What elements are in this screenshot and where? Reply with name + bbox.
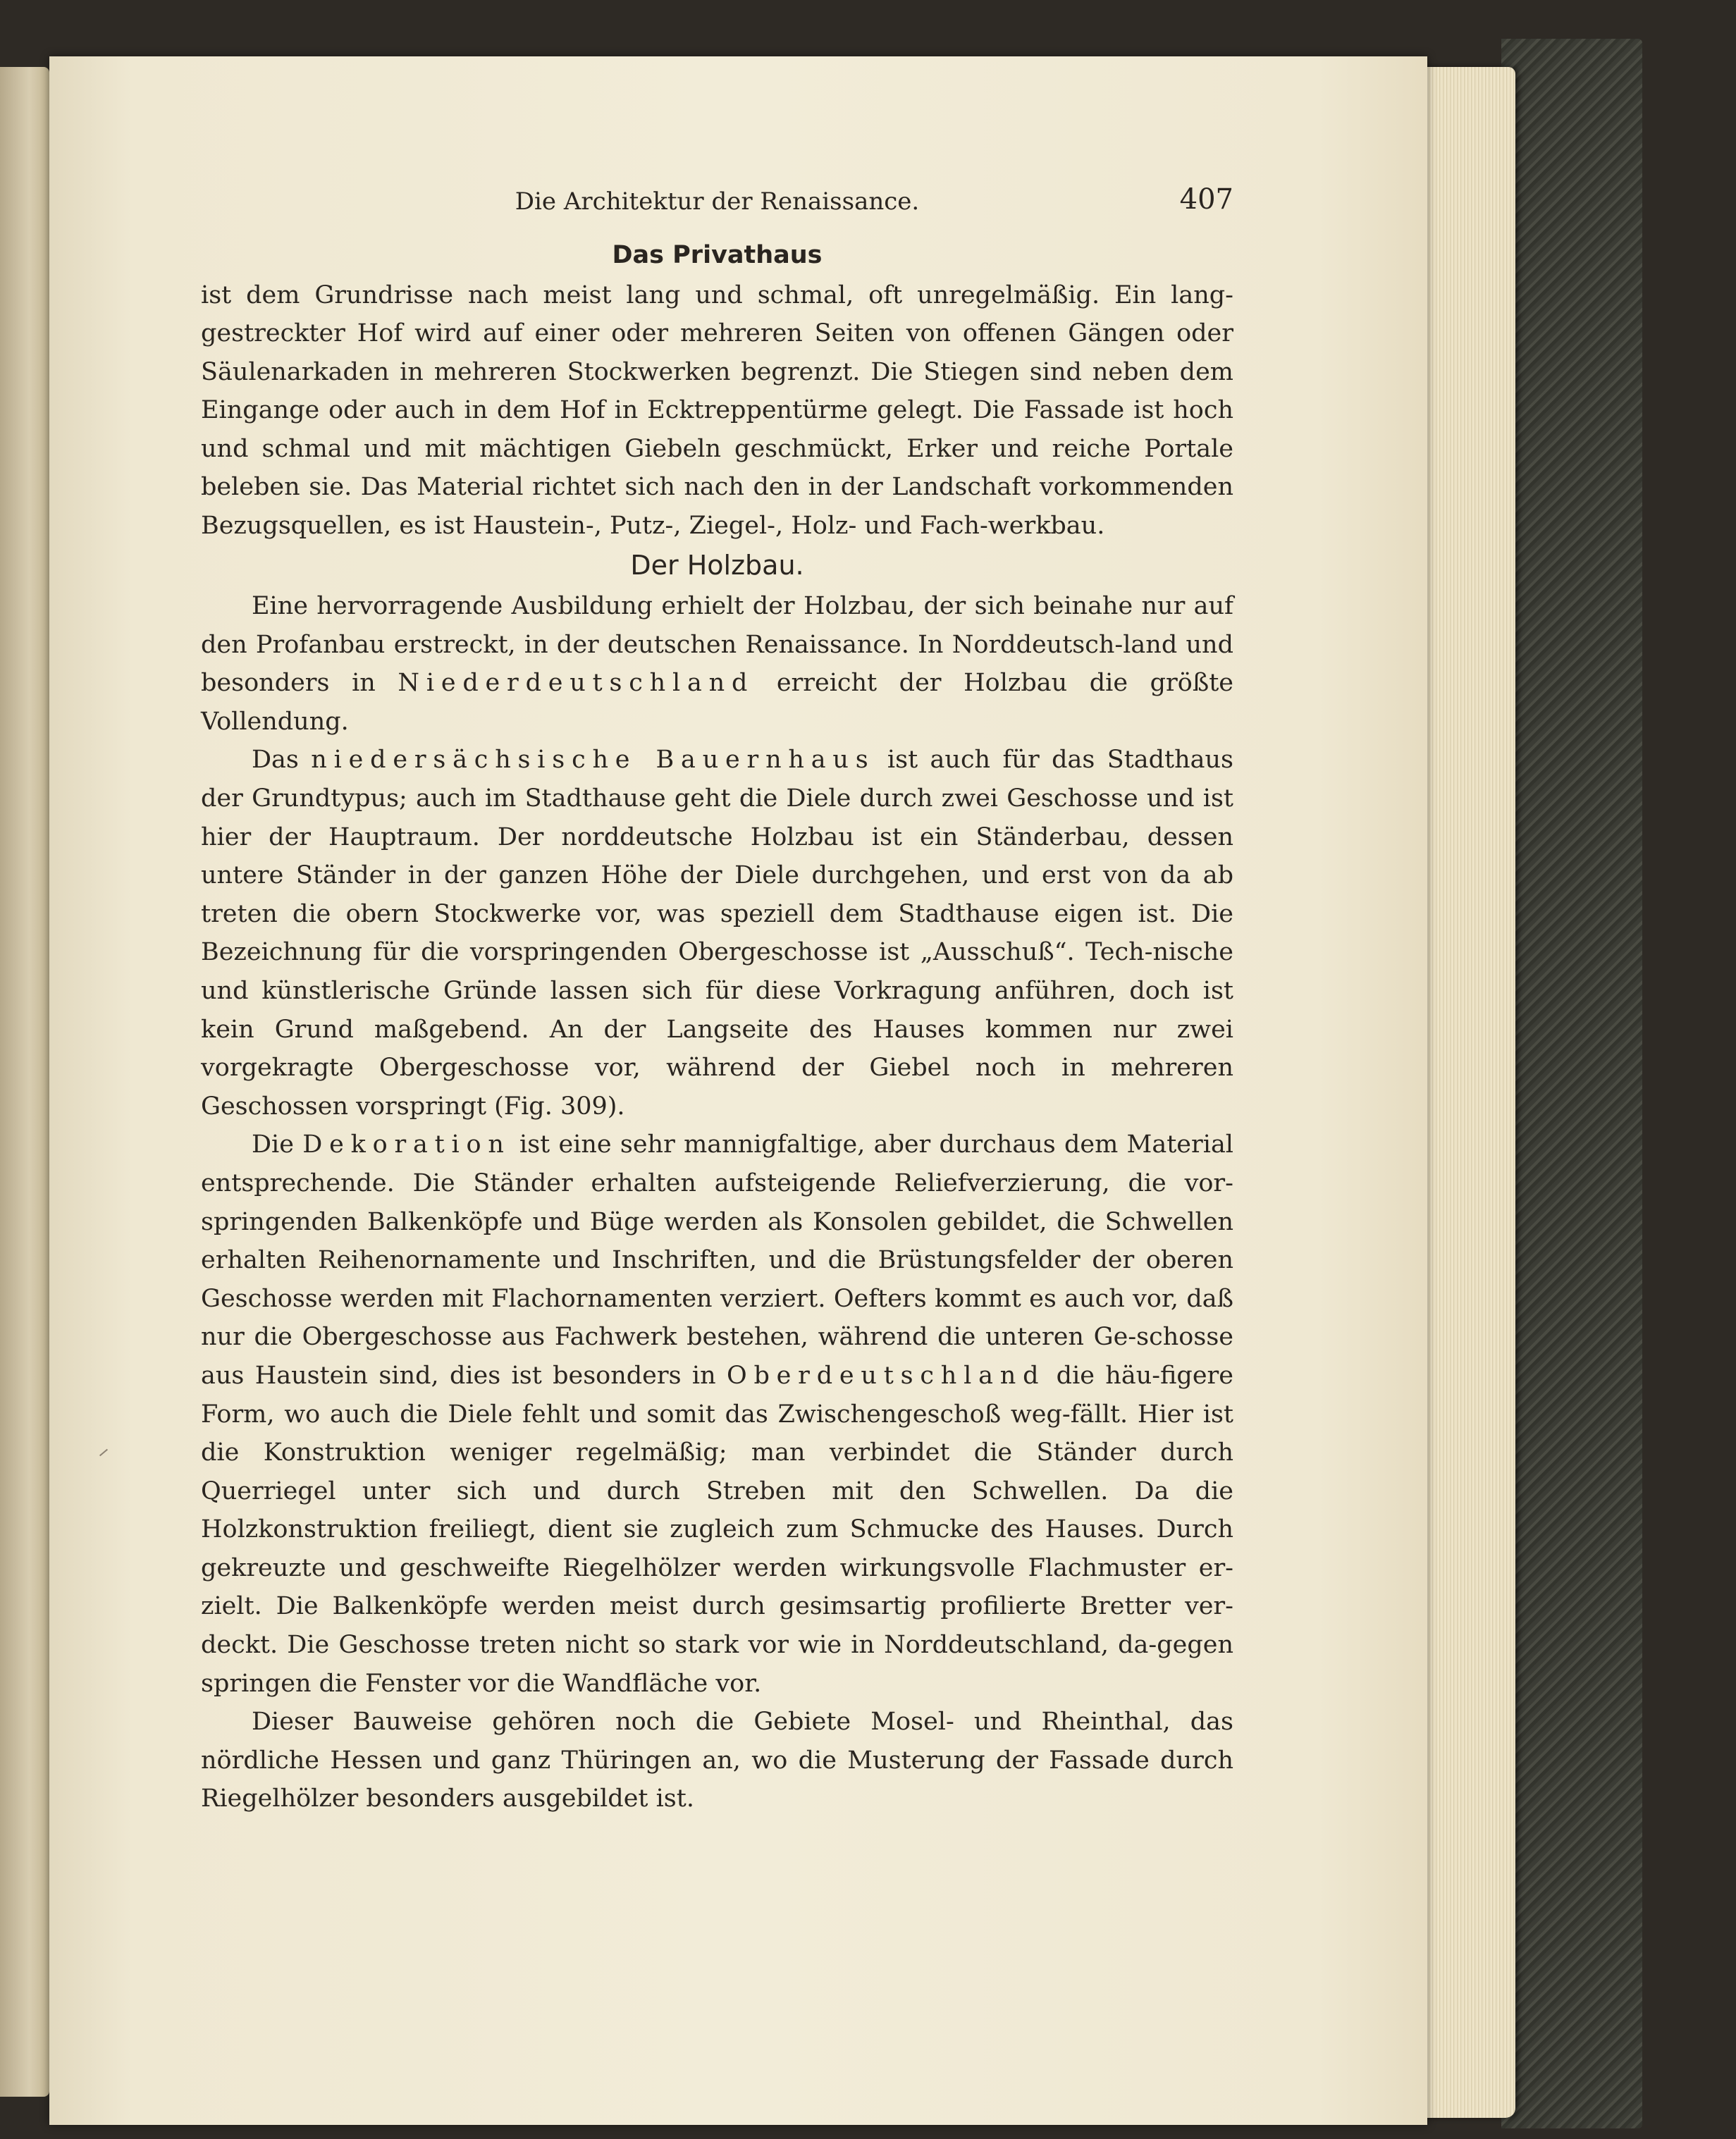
text-run: Das: [252, 746, 312, 775]
running-head: [201, 183, 1233, 226]
page-number: 407: [1179, 183, 1233, 216]
pencil-mark: [99, 1449, 108, 1457]
text-run: ist eine sehr mannigfaltige, aber durchaus dem Material entsprechende. Die Ständer erhalten aufsteigende Reliefverzierung, die vor-springenden Balkenköpfe und Büge werden als Konsolen gebildet, die Schwellen erhalten Reihenornamente und Inschriften, und die Brüstungsfelder der oberen Geschosse werden mit Flachornamenten verziert. Oefters kommt es auch vor, daß nur die Obergeschosse aus Fachwerk bestehen, während die unteren Ge-schosse aus Haustein sind, dies ist besonders in: [201, 1130, 1234, 1390]
text-run: ist auch für das Stadthaus der Grundtypus; auch im Stadthause geht die Diele durch zwei Geschosse und ist hier der Hauptraum. Der norddeutsche Holzbau ist ein Ständerbau, dessen untere Ständer in der ganzen Höhe der Diele durchgehen, und erst von da ab treten die obern Stockwerke vor, was speziell dem Stadthause eigen ist. Die Bezeichnung für die vorspringenden Obergeschosse ist „Ausschuß“. Tech-nische und künstlerische Gründe lassen sich für diese Vorkragung anführen, doch ist kein Grund maßgebend. An der Langseite des Hauses kommen nur zwei vorgekragte Obergeschosse vor, während der Giebel noch in mehreren Geschossen vorspringt (Fig. 309).: [201, 746, 1234, 1121]
section-heading-privathaus: Das Privathaus: [612, 241, 823, 269]
page-content: [201, 183, 1233, 1818]
paragraph-holzbau-1: [201, 587, 1233, 741]
section-heading-holzbau: Der Holzbau.: [630, 549, 804, 581]
book-cover: [1501, 39, 1642, 2128]
spaced-emphasis: Oberdeutschland: [726, 1361, 1046, 1390]
running-head-title: Die Architektur der Renaissance.: [515, 187, 920, 216]
text-run: erreicht der Holzbau die größte Vollendung.: [201, 669, 1233, 736]
paragraph-holzbau-4: Dieser Bauweise gehören noch die Gebiete Mosel- und Rheinthal, das nördliche Hessen und ganz Thüringen an, wo die Musterung der Fassade durch Riegelhölzer besonders ausgebildet ist.: [201, 1708, 1233, 1813]
spaced-emphasis: Niederdeutschland: [398, 669, 755, 698]
paragraph-holzbau-3: [201, 1126, 1233, 1703]
paragraph-privathaus: ist dem Grundrisse nach meist lang und schmal, oft unregelmäßig. Ein lang-gestreckter Hof wird auf einer oder mehreren Seiten von offenen Gängen oder Säulenarkaden in mehreren Stockwerken begrenzt. Die Stiegen sind neben dem Eingange oder auch in dem Hof in Ecktreppentürme gelegt. Die Fassade ist hoch und schmal und mit mächtigen Giebeln geschmückt, Erker und reiche Portale beleben sie. Das Material richtet sich nach den in der Landschaft vorkommenden Bezugsquellen, es ist Haustein-, Putz-, Ziegel-, Holz- und Fach-werkbau.: [201, 281, 1233, 541]
paragraph-holzbau-2: [201, 741, 1233, 1126]
facing-page-edge: [0, 67, 49, 2097]
text-run: Eine hervorragende Ausbildung erhielt der Holzbau, der sich beinahe nur auf den Profanbau erstreckt, in der deutschen Renaissance. In Norddeutsch-land und besonders in: [201, 592, 1233, 698]
book-page: [49, 56, 1427, 2125]
text-run: Die: [252, 1130, 303, 1159]
text-run: die häu-figere Form, wo auch die Diele fehlt und somit das Zwischengeschoß weg-fällt. Hier ist die Konstruktion weniger regelmäßig; man verbindet die Ständer durch Querriegel unter sich und durch Streben mit den Schwellen. Da die Holzkonstruktion freiliegt, dient sie zugleich zum Schmucke des Hauses. Durch gekreuzte und geschweifte Riegelhölzer werden wirkungsvolle Flachmuster er-zielt. Die Balkenköpfe werden meist durch gesimsartig profilierte Bretter ver-deckt. Die Geschosse treten nicht so stark vor wie in Norddeutschland, da-gegen springen die Fenster vor die Wandfläche vor.: [201, 1361, 1233, 1698]
spaced-emphasis: Dekoration: [302, 1130, 511, 1159]
spaced-emphasis: niedersächsische Bauernhaus: [311, 746, 875, 775]
